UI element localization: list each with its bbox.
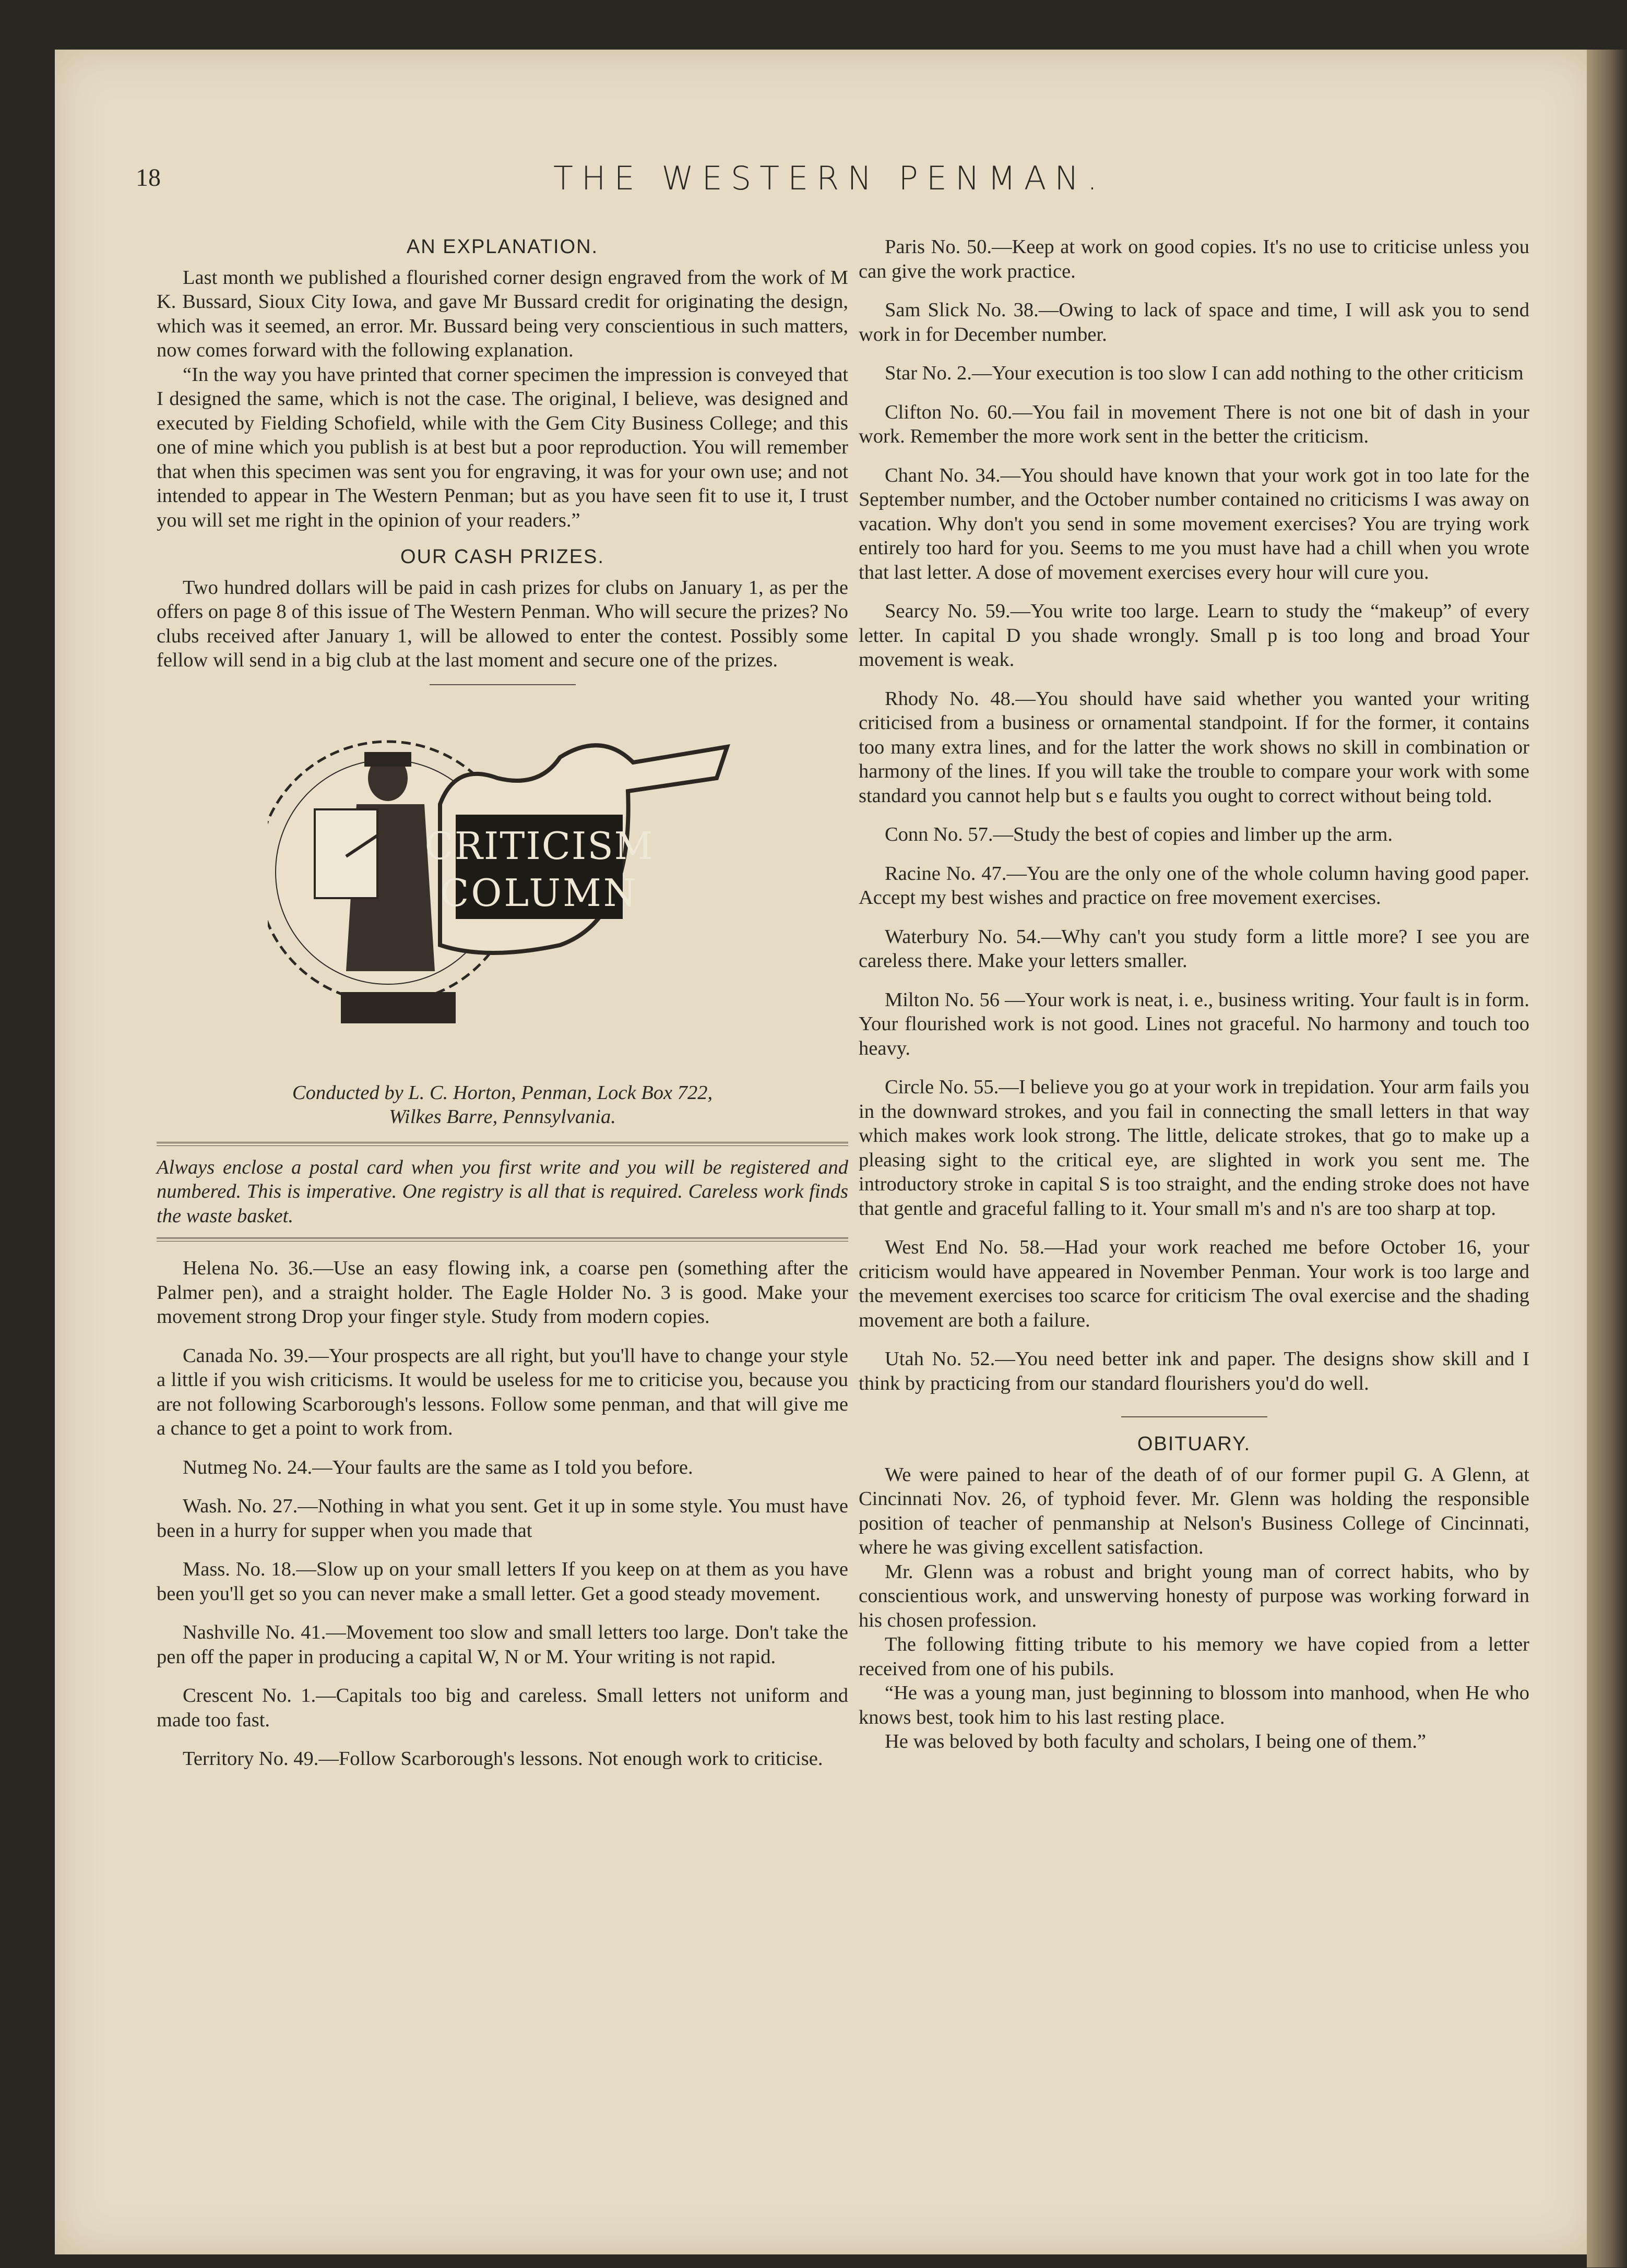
obituary-quote: He was beloved by both faculty and scholars, I being one of them.” (885, 1730, 1427, 1752)
critique-entry: Sam Slick No. 38.—Owing to lack of space and time, I will ask you to send work in for December number. (859, 299, 1529, 345)
running-header (136, 159, 1529, 201)
critique-entry: West End No. 58.—Had your work reached me before October 16, your criticism would have appeared in November Penman. Your work is too large and the mevement exercises too scarce for criticism The oval exercise and the shading movement are both a failure. (859, 1236, 1529, 1331)
critique-entry: Helena No. 36.—Use an easy flowing ink, a coarse pen (something after the Palmer pen), and a straight holder. The Eagle Holder No. 3 is good. Make your movement strong Drop your finger style. Study from modern copies. (157, 1257, 848, 1328)
double-rule-top (157, 1142, 848, 1146)
critique-entry: Canada No. 39.—Your prospects are all right, but you'll have to change your style a little if you wish criticisms. It would be useless for me to criticise you, because you are not following Scarborough's lessons. Follow some penman, and that will give me a chance to get a point to work from. (157, 1344, 848, 1439)
banner-line1: CRITICISM (424, 823, 654, 868)
credit-line2: Wilkes Barre, Pennsylvania. (389, 1106, 616, 1128)
critique-entry: Nashville No. 41.—Movement too slow and small letters too large. Don't take the pen off the paper in producing a capital W, N or M. Your writing is not rapid. (157, 1621, 848, 1668)
banner-line2: COLUMN (440, 870, 638, 915)
left-column (157, 235, 848, 1771)
penman-hat (364, 752, 411, 767)
page-number: 18 (136, 164, 161, 192)
critique-entry: Paris No. 50.—Keep at work on good copies. It's no use to criticise unless you can give the work practice. (859, 236, 1529, 282)
explanation-heading: AN EXPLANATION. (406, 236, 599, 258)
critique-entry: Crescent No. 1.—Capitals too big and careless. Small letters not uniform and made too fast. (157, 1685, 848, 1731)
explanation-quote: “In the way you have printed that corner specimen the impression is conveyed that I designed the same, which is not the case. The original, I believe, was designed and executed by Fielding Schofield, while with the Gem City Business College; and this one of mine which you publish is at best but a poor reproduction. You will remember that when this specimen was sent you for engraving, it was for your own use; and not intended to appear in The Western Penman; but as you have seen fit to use it, I trust you will set me right in the opinion of your readers.” (157, 363, 848, 531)
obituary-heading: OBITUARY. (1137, 1433, 1251, 1455)
cash-prizes-paragraph: Two hundred dollars will be paid in cash prizes for clubs on January 1, as per the offers on page 8 of this issue of The Western Penman. Who will secure the prizes? No clubs received after January 1, will be allowed to enter the contest. Possibly some fellow will send in a big club at the last moment and secure one of the prizes. (157, 576, 848, 671)
critique-entry: Milton No. 56 —Your work is neat, i. e., business writing. Your fault is in form. Your flourished work is not good. Lines not graceful. No harmony and touch too heavy. (859, 988, 1529, 1059)
critique-entry: Conn No. 57.—Study the best of copies and limber up the arm. (885, 823, 1393, 845)
inkstand (341, 992, 456, 1023)
critique-entry: Racine No. 47.—You are the only one of the whole column having good paper. Accept my best wishes and practice on free movement exercises. (859, 862, 1529, 909)
critique-entry: Chant No. 34.—You should have known that your work got in too late for the September number, and the October number contained no criticisms I was away on vacation. Why don't you send in some movement exercises? You are trying work entirely too hard for you. Seems to me you must have had a chill when you wrote that last letter. A dose of movement exercises every hour will cure you. (859, 464, 1529, 583)
critique-entry: Searcy No. 59.—You write too large. Learn to study the “makeup” of every letter. In capital D you shade wrongly. Small p is too long and broad Your movement is weak. (859, 600, 1529, 671)
obituary-quote: “He was a young man, just beginning to blossom into manhood, when He who knows best, took him to his last resting place. (859, 1682, 1529, 1728)
critique-entry: Waterbury No. 54.—Why can't you study form a little more? I see you are careless there. Make your letters smaller. (859, 925, 1529, 972)
obituary-paragraph: We were pained to hear of the death of of our former pupil G. A Glenn, at Cincinnati Nov. 26, of typhoid fever. Mr. Glenn was holding the responsible position of teacher of penmanship at Nelson's Business College of Cincinnati, where he was giving excellent satisfaction. (859, 1463, 1529, 1558)
section-divider (1121, 1416, 1267, 1417)
critique-entry: Rhody No. 48.—You should have said whether you wanted your writing criticised from a business or ornamental standpoint. If for the former, it contains too many extra lines, and for the latter the work shows no skill in combination or harmony of the lines. If you will take the trouble to compare your work with some standard you cannot help but s e faults you ought to correct without being told. (859, 687, 1529, 807)
registration-notice: Always enclose a postal card when you first write and you will be registered and numbered. This is imperative. One registry is all that is required. Careless work finds the waste basket. (157, 1156, 848, 1227)
credit-line1: Conducted by L. C. Horton, Penman, Lock Box 722, (292, 1081, 713, 1104)
critique-entry: Territory No. 49.—Follow Scarborough's lessons. Not enough work to criticise. (183, 1748, 823, 1770)
critique-entry: Star No. 2.—Your execution is too slow I can add nothing to the other criticism (885, 362, 1524, 384)
critique-entry: Utah No. 52.—You need better ink and paper. The designs show skill and I think by practicing from our standard flourishers you'd do well. (859, 1348, 1529, 1394)
book-spine (1587, 50, 1627, 2267)
section-divider (430, 684, 576, 685)
criticism-credit (157, 1081, 848, 1129)
masthead: THE WESTERN PENMAN. (553, 159, 1106, 197)
critique-entry: Nutmeg No. 24.—Your faults are the same as I told you before. (183, 1456, 693, 1478)
critique-entry: Clifton No. 60.—You fail in movement There is not one bit of dash in your work. Remember the more work sent in the better the criticism. (859, 401, 1529, 447)
critique-entry: Wash. No. 27.—Nothing in what you sent. Get it up in some style. You must have been in a hurry for supper when you made that (157, 1495, 848, 1542)
explanation-paragraph: Last month we published a flourished corner design engraved from the work of M K. Bussard, Sioux City Iowa, and gave Mr Bussard credit for originating the design, which was it seemed, an error. Mr. Bussard being very conscientious in such matters, now comes forward with the following explanation. (157, 266, 848, 361)
critique-entry: Mass. No. 18.—Slow up on your small letters If you keep on at them as you have been you'll get so you can never make a small letter. Get a good steady movement. (157, 1558, 848, 1605)
critique-entry: Circle No. 55.—I believe you go at your work in trepidation. Your arm fails you in the downward strokes, and you fail in connecting the small letters in that way which makes work look strong. The little, delicate strokes, that go to make up a pleasing sight to the critical eye, are slighted in work you sent me. The introductory stroke in capital S is too straight, and the ending stroke does not have that gentle and graceful falling to it. Your small m's and n's are too sharp at top. (859, 1076, 1529, 1220)
paper-sheet (315, 809, 377, 898)
criticism-column-vignette (268, 700, 738, 1065)
obituary-paragraph: The following fitting tribute to his memory we have copied from a letter received from one of his pubils. (859, 1633, 1529, 1680)
double-rule-bottom (157, 1237, 848, 1242)
cash-prizes-heading: OUR CASH PRIZES. (400, 546, 604, 568)
obituary-paragraph: Mr. Glenn was a robust and bright young man of correct habits, who by conscientious work, and unswerving honesty of purpose was working forward in his chosen profession. (859, 1560, 1529, 1631)
right-column (859, 235, 1529, 1754)
